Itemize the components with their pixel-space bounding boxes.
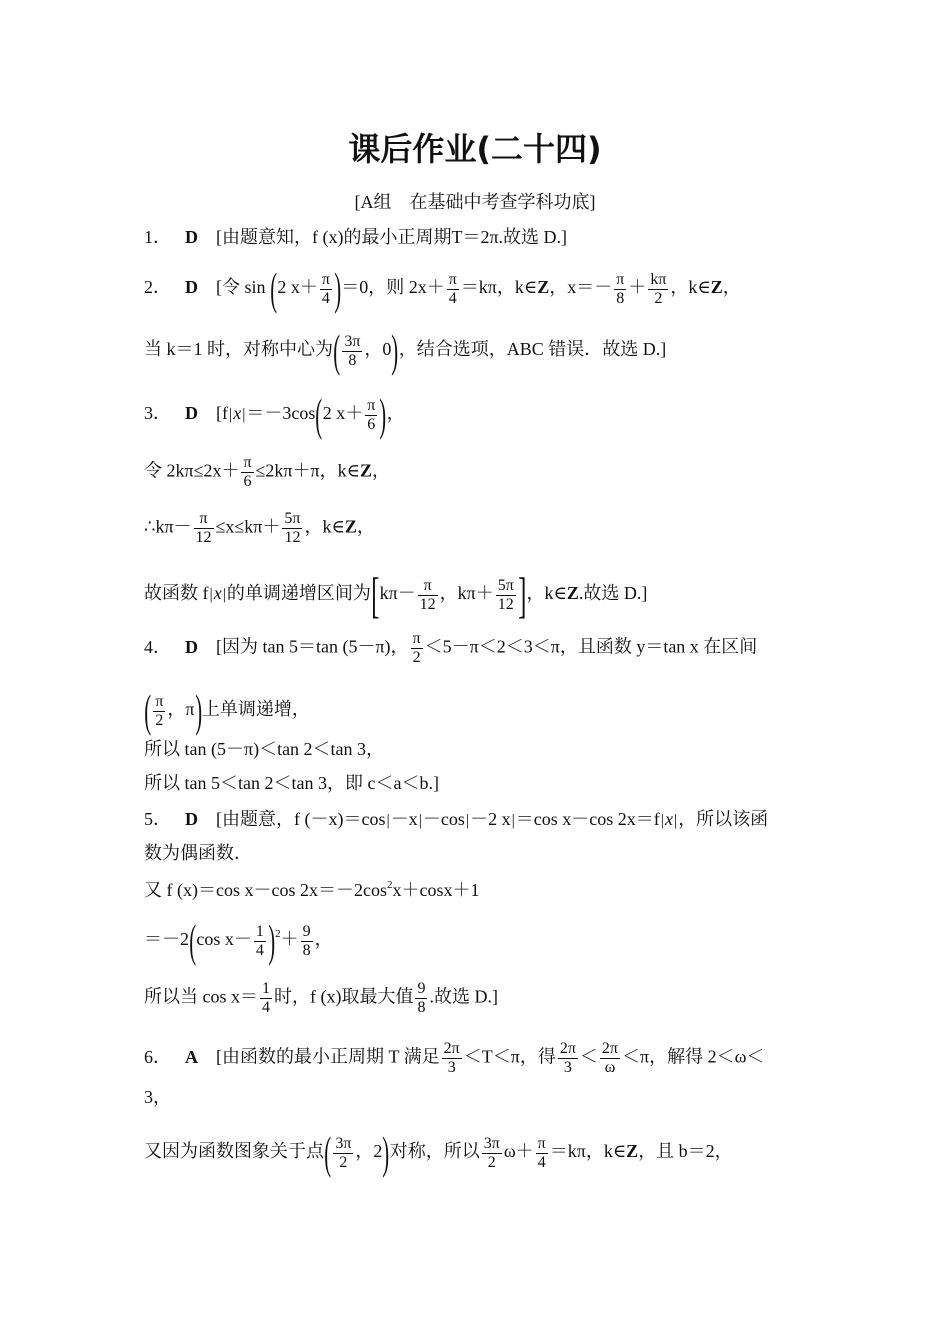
fraction: $\frac{\pi}{8}$ (616, 270, 625, 307)
right-paren: ) (268, 915, 275, 966)
text: [由题意，f (－x)＝cos (216, 809, 386, 829)
left-paren: ( (333, 325, 341, 376)
answer-3-line-2 (144, 454, 808, 491)
text: ＜T＜π，得 (463, 1046, 556, 1067)
fraction: $\frac{9}{8}$ (302, 922, 311, 959)
bracket: | (222, 586, 226, 604)
text: kπ－ (379, 583, 416, 604)
text: ，k∈ (670, 277, 711, 298)
fraction: $\frac{\pi}{4}$ (448, 270, 457, 307)
fraction: $\frac{\pi}{4}$ (537, 1134, 546, 1171)
text: ， (722, 277, 741, 298)
left-paren: ( (189, 915, 197, 966)
text: ，结合选项，ABC 错误．故选 D.] (398, 339, 667, 360)
text: ＋ (628, 277, 647, 298)
right-bracket: ] (517, 567, 527, 623)
answer-choice: D (185, 809, 198, 829)
text: ＜π，解得 2＜ω＜ (622, 1046, 765, 1067)
page-title: 课后作业(二十四) (348, 130, 602, 168)
text: －cos (422, 809, 465, 829)
answer-4-line-3: 所以 tan (5－π)＜tan 2＜tan 3， (144, 739, 385, 759)
text: ≤x≤kπ＋ (215, 516, 281, 537)
answer-4-line-2 (144, 685, 808, 736)
text: ＝－3cos (246, 403, 316, 424)
text: ，k∈ (526, 583, 567, 604)
answer-choice: A (185, 1046, 198, 1067)
text: ＜5－π＜2＜3＜π，且函数 y＝tan x 在区间 (424, 636, 758, 657)
answer-5-line-4 (144, 915, 808, 966)
answer-choice: D (185, 277, 198, 298)
fraction: $\frac{2\pi}{\omega}$ (601, 1040, 618, 1076)
integer-set: Z (359, 460, 372, 481)
bracket: | (511, 812, 515, 829)
left-paren: ( (270, 263, 278, 314)
bracket: | (673, 812, 678, 829)
text: 上单调递增， (201, 699, 310, 720)
text: [由函数的最小正周期 T 满足 (216, 1046, 440, 1067)
question-number: 3． (144, 403, 171, 424)
text: 故函数 f (144, 583, 209, 604)
text: 所以当 cos x＝ (144, 986, 258, 1007)
fraction: $\frac{\pi}{2}$ (412, 630, 421, 666)
question-number: 1． (144, 227, 171, 247)
answer-1 (144, 226, 808, 248)
text: 令 2kπ≤2x＋ (144, 460, 240, 481)
text: ＋ (280, 929, 299, 950)
fraction: $\frac{1}{4}$ (255, 922, 264, 959)
fraction: $\frac{1}{4}$ (262, 980, 270, 1016)
fraction: $\frac{3\pi}{2}$ (335, 1134, 352, 1171)
text: ，0 (364, 339, 392, 360)
fraction: $\frac{\pi}{12}$ (195, 510, 212, 546)
answer-5-line-2: 数为偶函数． (144, 843, 252, 863)
text: ，x＝－ (549, 277, 613, 298)
left-paren: ( (144, 685, 152, 736)
answer-3-line-3 (144, 510, 808, 547)
integer-set: Z (626, 1141, 639, 1162)
text: ， (371, 460, 390, 481)
text: ，kπ＋ (439, 583, 494, 604)
text: ＝0，则 2x＋ (341, 277, 445, 298)
answer-4 (144, 630, 808, 667)
text: ＝kπ，k∈ (549, 1141, 627, 1162)
question-number: 4． (144, 636, 171, 657)
text: ， (356, 516, 375, 537)
text: 2 x＋ (277, 277, 318, 298)
text: [f (216, 403, 228, 424)
text: ω＋ (503, 1141, 534, 1162)
right-paren: ) (382, 1127, 390, 1178)
text: x＋cosx＋1 (392, 880, 480, 900)
text: 又因为函数图象关于点 (144, 1141, 324, 1162)
text: ＝cos x－cos 2x＝f (515, 809, 660, 829)
text: ，π (167, 699, 195, 720)
text: 当 k＝1 时，对称中心为 (144, 339, 333, 360)
text: ，所以该函 (678, 809, 769, 829)
fraction: $\frac{\pi}{2}$ (155, 692, 164, 729)
answer-3-line-4 (144, 567, 808, 623)
right-paren: ) (391, 325, 399, 376)
text: 对称，所以 (389, 1141, 480, 1162)
variable: x (664, 809, 673, 829)
bracket: | (660, 812, 664, 829)
question-number: 2． (144, 277, 171, 298)
text: cos x－ (196, 929, 252, 950)
bracket: | (242, 406, 246, 424)
answer-choice: D (185, 636, 198, 657)
text: ， (314, 929, 333, 950)
right-paren: ) (379, 389, 387, 440)
answer-5-line-3 (144, 874, 808, 901)
integer-set: Z (537, 277, 550, 298)
text: ＜ (579, 1046, 598, 1067)
answer-5-line-5 (144, 980, 808, 1017)
bracket: | (386, 812, 390, 829)
fraction: $\frac{\pi}{6}$ (243, 454, 252, 490)
variable: x (213, 583, 222, 604)
text: ＝kπ，k∈ (460, 277, 538, 298)
text: ≤2kπ＋π，k∈ (255, 460, 360, 481)
bracket: | (465, 812, 470, 829)
right-paren: ) (194, 685, 202, 736)
answer-5 (144, 808, 808, 832)
exponent: 2 (386, 879, 393, 891)
text: 又 f (x)＝cos x－cos 2x＝－2cos (144, 880, 387, 900)
fraction: $\frac{\pi}{4}$ (321, 270, 330, 307)
integer-set: Z (566, 583, 579, 604)
answer-6-line-2: 3， (144, 1087, 171, 1107)
bracket: | (229, 406, 233, 424)
text: .故选 D.] (429, 986, 498, 1007)
section-subtitle: [A组 在基础中考查学科功底] (354, 192, 596, 212)
text: [因为 tan 5＝tan (5－π)， (216, 636, 409, 657)
fraction: $\frac{3\pi}{8}$ (344, 332, 361, 369)
left-bracket: [ (371, 567, 380, 623)
answer-4-line-4: 所以 tan 5＜tan 2＜tan 3，即 c＜a＜b.] (144, 773, 439, 793)
fraction: $\frac{2\pi}{3}$ (559, 1040, 576, 1076)
text: 2 x＋ (322, 403, 364, 424)
text: ＝－2 (144, 929, 189, 950)
left-paren: ( (324, 1127, 332, 1178)
text: ，且 b＝2， (638, 1141, 733, 1162)
answer-choice: D (185, 227, 198, 247)
bracket: | (209, 586, 213, 604)
answer-6-line-3 (144, 1127, 808, 1178)
question-number: 5． (144, 809, 171, 829)
fraction: $\frac{\pi}{6}$ (367, 396, 376, 433)
variable: x (233, 403, 242, 424)
explanation-text: [由题意知，f (x)的最小正周期T＝2π.故选 D.] (216, 227, 568, 247)
answer-6 (144, 1040, 808, 1077)
integer-set: Z (710, 277, 723, 298)
question-number: 6． (144, 1046, 171, 1067)
text: 的单调递增区间为 (226, 583, 371, 604)
answer-2-line-2 (144, 325, 808, 376)
left-paren: ( (315, 389, 323, 440)
text: [令 sin (216, 277, 266, 298)
text: ，2 (355, 1141, 383, 1162)
fraction: $\frac{2\pi}{3}$ (443, 1040, 460, 1076)
text: －2 x (470, 809, 511, 829)
bracket: | (418, 812, 422, 829)
integer-set: Z (344, 516, 357, 537)
answer-2 (144, 263, 808, 314)
text: ，k∈ (304, 516, 345, 537)
fraction: $\frac{k\pi}{2}$ (650, 270, 667, 307)
fraction: $\frac{\pi}{12}$ (419, 576, 436, 613)
answer-choice: D (185, 403, 198, 424)
text: －x (390, 809, 418, 829)
answer-3 (144, 389, 808, 440)
text: ∴kπ－ (144, 516, 192, 537)
text: .故选 D.] (578, 583, 648, 604)
fraction: $\frac{5\pi}{12}$ (284, 510, 301, 546)
fraction: $\frac{5\pi}{12}$ (497, 576, 514, 613)
text: 时，f (x)取最大值 (274, 986, 414, 1007)
fraction: $\frac{9}{8}$ (417, 980, 426, 1016)
exponent: 2 (275, 928, 281, 941)
text: ， (386, 403, 405, 424)
fraction: $\frac{3\pi}{2}$ (483, 1134, 500, 1171)
right-paren: ) (334, 263, 342, 314)
